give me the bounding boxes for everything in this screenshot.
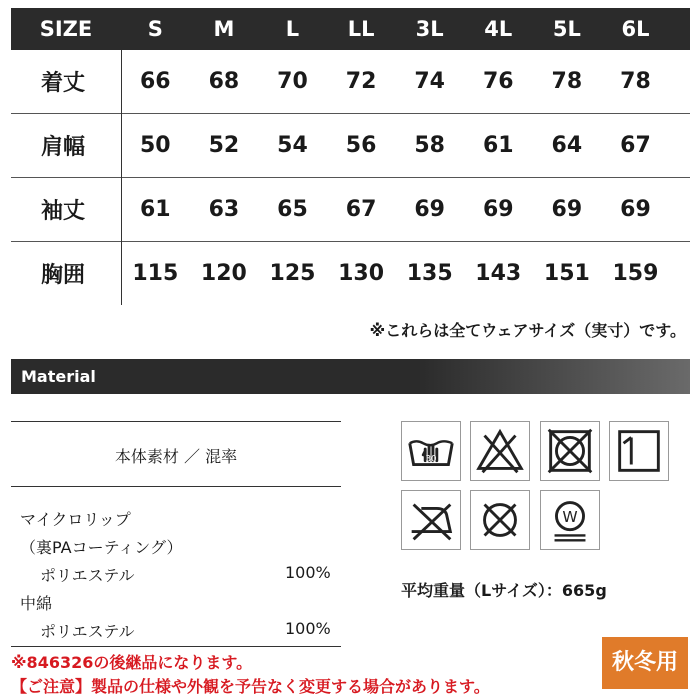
wet-clean-icon — [540, 490, 600, 550]
average-weight: 平均重量（Lサイズ）：665g — [401, 581, 607, 600]
table-cell: 135 — [406, 261, 453, 286]
divider — [11, 486, 341, 487]
table-cell: 67 — [345, 197, 377, 222]
size-col-header: S — [147, 17, 163, 41]
table-cell: 78 — [620, 69, 651, 94]
material-line: ポリエステル — [40, 566, 135, 585]
row-label: 着丈 — [41, 71, 86, 96]
table-cell: 120 — [200, 261, 247, 286]
size-col-header: 6L — [621, 17, 650, 41]
table-row — [11, 114, 690, 178]
drip-dry-icon — [609, 421, 669, 481]
table-cell: 78 — [551, 69, 583, 94]
row-label: 肩幅 — [41, 135, 86, 160]
divider — [11, 646, 341, 647]
size-header — [11, 8, 690, 50]
successor-note: ※846326の後継品になります。 — [11, 653, 253, 672]
table-row — [11, 242, 690, 305]
divider — [11, 421, 341, 422]
table-cell: 61 — [482, 133, 514, 158]
size-col-header: 5L — [552, 17, 581, 41]
table-cell: 50 — [139, 133, 171, 158]
no-dry-clean-icon — [470, 490, 530, 550]
table-cell: 70 — [277, 69, 308, 94]
table-cell: 66 — [139, 69, 171, 94]
table-cell: 56 — [345, 133, 377, 158]
size-header-label: SIZE — [39, 17, 93, 41]
table-row — [11, 50, 690, 114]
table-cell: 130 — [338, 261, 385, 286]
table-cell: 143 — [475, 261, 522, 286]
no-bleach-icon — [470, 421, 530, 481]
size-col-header: 3L — [415, 17, 444, 41]
table-cell: 69 — [551, 197, 583, 222]
material-line: マイクロリップ — [20, 510, 131, 529]
table-cell: 68 — [208, 69, 240, 94]
table-cell: 52 — [208, 133, 240, 158]
table-cell: 58 — [414, 133, 445, 158]
row-label: 胸囲 — [41, 263, 86, 288]
caution-note: 【ご注意】製品の仕様や外観を予告なく変更する場合があります。 — [11, 677, 490, 696]
table-cell: 72 — [345, 69, 377, 94]
size-col-header: LL — [347, 17, 375, 41]
table-divider — [121, 50, 122, 305]
table-row — [11, 178, 690, 242]
hand-wash-icon — [401, 421, 461, 481]
table-cell: 151 — [543, 261, 590, 286]
table-cell: 54 — [277, 133, 308, 158]
table-cell: 61 — [139, 197, 171, 222]
table-cell: 65 — [277, 197, 308, 222]
material-percent: 100% — [285, 563, 331, 582]
no-iron-icon — [401, 490, 461, 550]
size-note: ※これらは全てウェアサイズ（実寸）です。 — [369, 321, 686, 340]
svg-text:30: 30 — [425, 454, 437, 465]
table-cell: 74 — [414, 69, 445, 94]
table-cell: 125 — [269, 261, 316, 286]
season-badge: 秋冬用 — [602, 637, 688, 689]
table-cell: 69 — [482, 197, 514, 222]
table-cell: 67 — [620, 133, 651, 158]
table-cell: 63 — [208, 197, 240, 222]
size-col-header: M — [213, 17, 235, 41]
material-section-title: Material — [11, 359, 690, 394]
svg-text:W: W — [562, 507, 578, 526]
table-cell: 69 — [414, 197, 445, 222]
row-label: 袖丈 — [41, 199, 86, 224]
table-cell: 76 — [482, 69, 514, 94]
material-table-header: 本体素材 ／ 混率 — [114, 447, 238, 466]
table-cell: 69 — [620, 197, 651, 222]
no-tumble-dry-icon — [540, 421, 600, 481]
material-line: ポリエステル — [40, 622, 135, 641]
material-line: （裏PAコーティング） — [20, 538, 183, 557]
size-table — [11, 8, 690, 305]
table-cell: 115 — [132, 261, 179, 286]
material-line: 中綿 — [20, 594, 53, 613]
size-rows — [11, 50, 690, 305]
size-col-header: L — [285, 17, 300, 41]
table-cell: 64 — [551, 133, 583, 158]
material-percent: 100% — [285, 619, 331, 638]
table-cell: 159 — [612, 261, 659, 286]
size-col-header: 4L — [484, 17, 513, 41]
